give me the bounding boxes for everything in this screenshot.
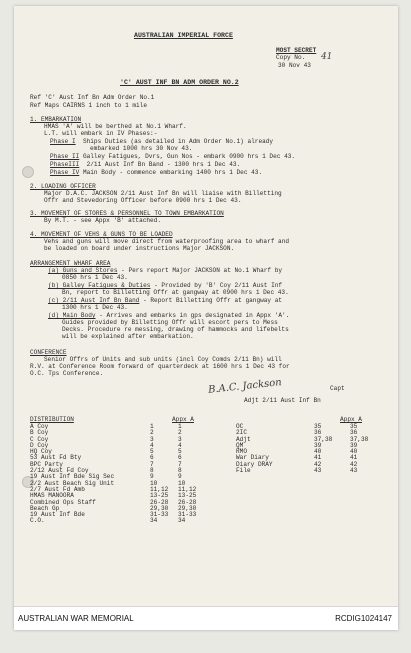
- appx-copy-number: 5: [178, 448, 182, 456]
- addressee: A Coy: [30, 423, 49, 430]
- copy-number: 6: [150, 454, 154, 462]
- copy-number: 40: [314, 448, 322, 456]
- arrangement-label: (b) Galley Fatigues & Duties: [48, 282, 151, 289]
- archive-footer: [14, 606, 398, 630]
- appx-copy-number: 36: [350, 429, 358, 437]
- punch-hole: [22, 166, 34, 178]
- force-heading: AUSTRALIAN IMPERIAL FORCE: [134, 32, 233, 39]
- arrangement-text: - Arrives and embarks in gps designated in Appx 'A'.: [95, 312, 290, 319]
- appx-copy-number: 39: [350, 441, 358, 449]
- copy-number: 3: [150, 435, 154, 443]
- section-text: be loaded on board under instructions Major JACKSON.: [44, 245, 235, 252]
- copy-number: 39: [314, 441, 322, 449]
- reference-line: Ref Maps CAIRNS 1 inch to 1 mile: [30, 102, 148, 109]
- phase-text: embarked 1000 hrs 30 Nov 43.: [90, 145, 193, 152]
- addressee: 19 Aust Inf Bde: [30, 511, 85, 519]
- arrangement-text: - Report Billetting Offr at gangway at: [139, 297, 283, 304]
- appx-copy-number: 37,38: [350, 435, 369, 443]
- phase-text: Galley Fatigues, Dvrs, Gun Nos - embark 0900 hrs 1 Dec 43.: [82, 153, 296, 160]
- section-heading: 2. LOADING OFFICER: [30, 183, 96, 190]
- copy-number: 36: [314, 429, 322, 437]
- copy-number: 37,38: [314, 435, 333, 443]
- distribution-table-left: [30, 424, 208, 525]
- arrangement-text: 1300 hrs 1 Dec 43.: [62, 304, 128, 311]
- appx-label-right: Appx A: [340, 416, 362, 423]
- phase-text: Main Body - commence embarking 1400 hrs 1 Dec 43.: [82, 169, 263, 176]
- order-title: 'C' AUST INF BN ADM ORDER NO.2: [120, 79, 239, 86]
- section-heading: ARRANGEMENT WHARF AREA: [30, 260, 111, 267]
- addressee: Diary DRAY: [236, 460, 273, 468]
- copy-number: 13-25: [150, 492, 169, 500]
- distribution-row: [236, 468, 380, 474]
- distribution-heading: DISTRIBUTION: [30, 416, 74, 423]
- copy-number: 26-28: [150, 498, 169, 506]
- appx-copy-number: 35: [350, 423, 358, 430]
- appx-copy-number: 2: [178, 429, 182, 437]
- copy-number: 29,30: [150, 504, 169, 512]
- section-text: HMAS 'A' will be berthed at No.1 Wharf.: [44, 123, 187, 130]
- addressee: Beach Gp: [30, 504, 60, 512]
- copy-number-line: [276, 54, 332, 61]
- addressee: Combined Ops Staff: [30, 498, 96, 506]
- appx-copy-number: 10: [178, 479, 186, 487]
- appx-copy-number: 1: [178, 423, 182, 430]
- arrangement-text: 0850 hrs 1 Dec 43.: [62, 274, 128, 281]
- phase-text: 2/11 Aust Inf Bn Band - 1300 hrs 1 Dec 43.: [86, 161, 241, 168]
- addressee: 2/7 Aust Fd Amb: [30, 485, 85, 493]
- appx-copy-number: 26-28: [178, 498, 197, 506]
- appx-copy-number: 31-33: [178, 511, 197, 519]
- appx-copy-number: 40: [350, 448, 358, 456]
- document-page: [14, 6, 398, 630]
- copy-number: 34: [150, 517, 158, 525]
- section-heading: CONFERENCE: [30, 349, 67, 356]
- phase-label: Phase I: [50, 138, 76, 145]
- addressee: D Coy: [30, 441, 49, 449]
- phase-label: Phase IV: [50, 169, 80, 176]
- appx-copy-number: 4: [178, 441, 182, 449]
- copy-number: 9: [150, 473, 154, 481]
- appx-copy-number: 42: [350, 460, 358, 468]
- addressee: 19 Aust Inf Bde Sig Sec: [30, 473, 115, 481]
- section-text: L.T. will embark in IV Phases:-: [44, 130, 158, 137]
- archive-name: AUSTRALIAN WAR MEMORIAL: [18, 614, 134, 623]
- addressee: OC: [236, 423, 244, 430]
- section-text: O.C. Tps Conference.: [30, 370, 104, 377]
- arrangement-text: - Provided by 'B' Coy 2/11 Aust Inf: [150, 282, 283, 289]
- appx-copy-number: 3: [178, 435, 182, 443]
- phase-text: Ships Duties (as detailed in Adm Order No.1) already: [82, 138, 274, 145]
- document-date: 30 Nov 43: [278, 62, 311, 69]
- appx-copy-number: 6: [178, 454, 182, 462]
- section-text: R.V. at Conference Room forward of quarterdeck at 1600 hrs 1 Dec 43 for: [30, 363, 290, 370]
- appx-copy-number: 9: [178, 473, 182, 481]
- signature-scrawl: B.A.C. Jackson: [207, 377, 283, 396]
- copy-number: 4: [150, 441, 154, 449]
- arrangement-text: Bn, report to Billetting Offr at gangway at 0900 hrs 1 Dec 43.: [62, 289, 289, 296]
- addressee: HMAS MANOORA: [30, 492, 74, 500]
- copy-number: 41: [314, 454, 322, 462]
- appx-copy-number: 34: [178, 517, 186, 525]
- addressee: 2/2 Aust Beach Sig Unit: [30, 479, 115, 487]
- addressee: QM: [236, 441, 244, 449]
- arrangement-text: Guides provided by Billetting Offr will escort pers to Mess: [62, 319, 278, 326]
- section-heading: 4. MOVEMENT OF VEHS & GUNS TO BE LOADED: [30, 231, 173, 238]
- section-text: Senior Offrs of Units and sub units (incl Coy Comds 2/11 Bn) will: [44, 356, 282, 363]
- appx-copy-number: 8: [178, 467, 182, 475]
- addressee: HQ Coy: [30, 448, 52, 456]
- copy-number: 10: [150, 479, 158, 487]
- arrangement-label: (c) 2/11 Aust Inf Bn Band: [48, 297, 140, 304]
- appx-copy-number: 7: [178, 460, 182, 468]
- arrangement-label: (d) Main Body: [48, 312, 96, 319]
- addressee: BPC Party: [30, 460, 63, 468]
- copy-number: 1: [150, 423, 154, 430]
- addressee: B Coy: [30, 429, 49, 437]
- reference-line: Ref 'C' Aust Inf Bn Adm Order No.1: [30, 94, 155, 101]
- section-heading: 3. MOVEMENT OF STORES & PERSONNEL TO TOWN EMBARKATION: [30, 210, 224, 217]
- addressee: File: [236, 467, 251, 475]
- copy-number: 35: [314, 423, 322, 430]
- addressee: RMO: [236, 448, 247, 456]
- copy-number: 42: [314, 460, 322, 468]
- copy-number: 31-33: [150, 511, 169, 519]
- archive-reference: RCDIG1024147: [335, 614, 392, 623]
- copy-number: 2: [150, 429, 154, 437]
- appx-copy-number: 13-25: [178, 492, 197, 500]
- arrangement-text: - Pers report Major JACKSON at No.1 Wharf by: [117, 267, 283, 274]
- section-text: Offr and Stevedoring Officer before 0900 hrs 1 Dec 43.: [44, 197, 242, 204]
- section-text: Major D.A.C. JACKSON 2/11 Aust Inf Bn will liaise with Billetting: [44, 190, 282, 197]
- classification: MOST SECRET: [276, 47, 317, 54]
- addressee: 2/12 Aust Fd Coy: [30, 467, 89, 475]
- arrangement-text: Decks. Procedure re messing, drawing of hammocks and lifebelts: [62, 326, 289, 333]
- copy-number: 8: [150, 467, 154, 475]
- phase-line: [50, 169, 262, 176]
- phase-label: Phase II: [50, 153, 80, 160]
- addressee: War Diary: [236, 454, 269, 462]
- appx-copy-number: 11,12: [178, 485, 197, 493]
- copy-number: 7: [150, 460, 154, 468]
- signature-rank: Capt: [330, 385, 345, 392]
- appx-copy-number: 41: [350, 454, 358, 462]
- section-heading: 1. EMBARKATION: [30, 116, 82, 123]
- addressee: C Coy: [30, 435, 49, 443]
- copy-label: Copy No.: [276, 54, 306, 61]
- arrangement-label: (a) Guns and Stores: [48, 267, 118, 274]
- appx-copy-number: 29,30: [178, 504, 197, 512]
- copy-number: 41: [320, 52, 333, 62]
- section-text: By M.T. - see Appx 'B' attached.: [44, 217, 162, 224]
- section-text: Vehs and guns will move direct from waterproofing area to wharf and: [44, 238, 290, 245]
- addressee: 53 Aust Fd Bty: [30, 454, 82, 462]
- appx-label-left: Appx A: [172, 416, 194, 423]
- appx-copy-number: 43: [350, 467, 358, 475]
- copy-number: 43: [314, 467, 322, 475]
- addressee: C.O.: [30, 517, 45, 525]
- phase-label: PhaseIII: [50, 161, 80, 168]
- phase-line: [50, 153, 295, 160]
- phase-line: [50, 161, 240, 168]
- copy-number: 5: [150, 448, 154, 456]
- signature-appointment: Adjt 2/11 Aust Inf Bn: [244, 397, 321, 404]
- distribution-row: [30, 518, 208, 524]
- copy-number: 11,12: [150, 485, 169, 493]
- addressee: 2IC: [236, 429, 247, 437]
- addressee: Adjt: [236, 435, 251, 443]
- arrangement-text: will be explained after embarkation.: [62, 333, 194, 340]
- distribution-table-right: [236, 424, 380, 474]
